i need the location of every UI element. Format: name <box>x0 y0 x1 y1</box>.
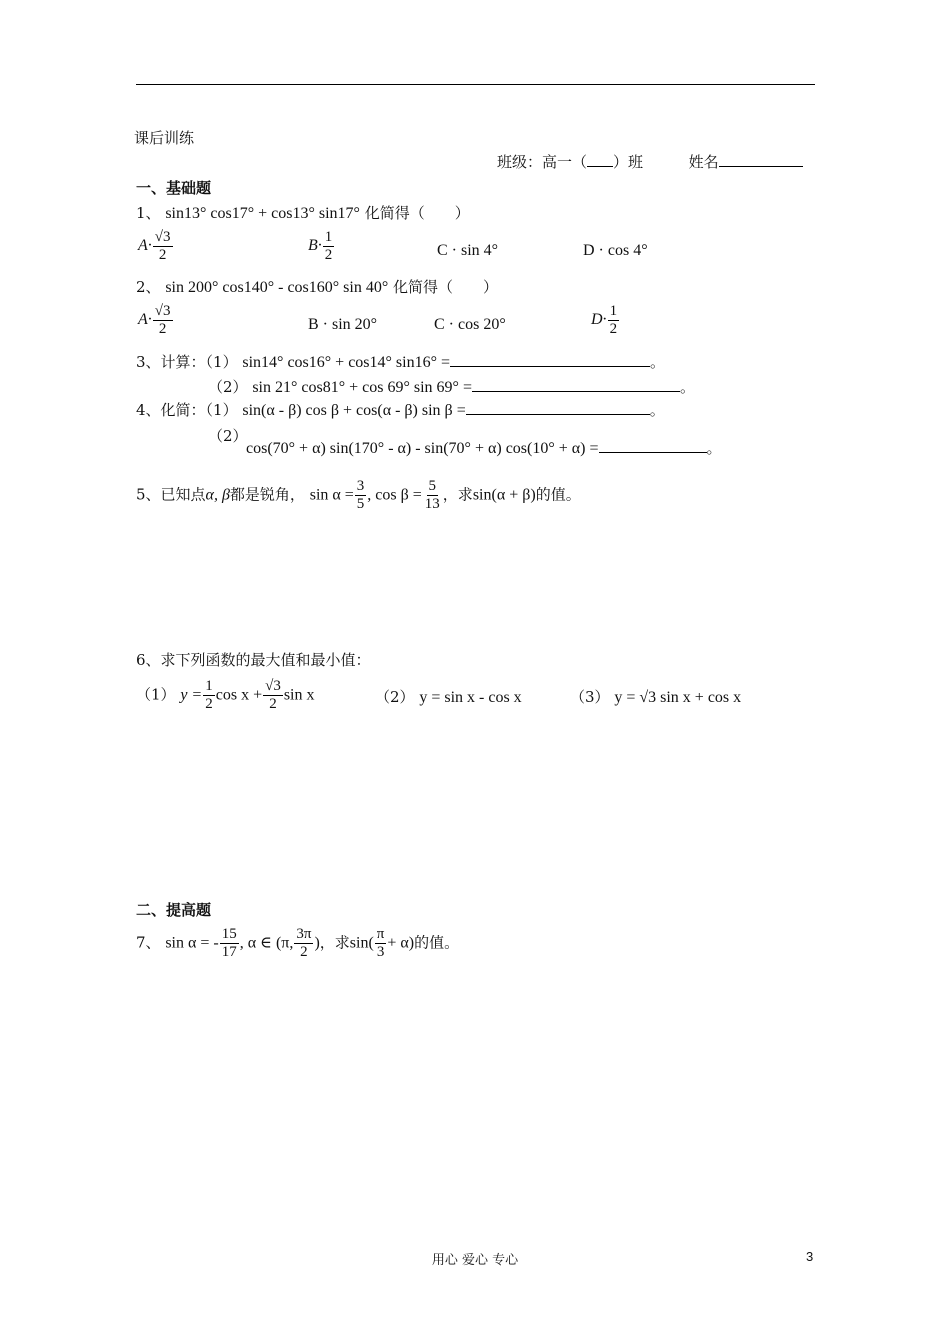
class-blank[interactable] <box>587 152 613 167</box>
question-4-part-2-label: （2） <box>208 427 248 445</box>
name-label: 姓名 <box>688 153 719 171</box>
question-6-part-3: （3） y = √3 sin x + cos x <box>570 688 742 706</box>
question-7: 7、 sin α = - $\frac{15}{17}$ , α ∈ (π, $\frac{3\pi}{2}$ )，求sin( $\frac{\pi}{3}$ + α)的值。 <box>136 926 460 960</box>
q2-option-a[interactable]: A· $\frac{√3}{2}$ <box>138 303 171 337</box>
class-name-line <box>497 152 803 172</box>
q1-option-d[interactable]: D · cos 4° <box>583 242 648 259</box>
q1-option-c[interactable]: C · sin 4° <box>437 242 499 259</box>
q2-suffix: 化简得（ ） <box>393 278 499 296</box>
q2-expression: sin 200° cos140° - cos160° sin 40° <box>165 279 389 296</box>
question-1: 1、 sin13° cos17° + cos13° sin17° 化简得（ ） <box>136 204 470 222</box>
question-4-part-2: cos(70° + α) sin(170° - α) - sin(70° + α) cos(10° + α) = 。 <box>246 439 722 457</box>
page-footer: 用心 爱心 专心 <box>431 1253 519 1268</box>
question-6-part-1: （1） y = $\frac{1}{2}$ cos x + $\frac{√3}{2}$ sin x <box>136 678 315 712</box>
class-label: 班级：高一（ <box>497 153 588 171</box>
section-basic: 一、基础题 <box>136 179 212 197</box>
q2-option-c[interactable]: C · cos 20° <box>434 316 506 333</box>
question-4-part-1: 4、化简：（1） sin(α - β) cos β + cos(α - β) sin β = 。 <box>136 401 665 419</box>
name-blank[interactable] <box>719 152 803 167</box>
page-number: 3 <box>806 1249 814 1264</box>
question-3-part-1: 3、计算：（1） sin14° cos16° + cos14° sin16° = 。 <box>136 353 666 371</box>
q1-suffix: 化简得（ ） <box>364 204 470 222</box>
q1-option-a[interactable]: A· $\frac{√3}{2}$ <box>138 229 171 263</box>
q1-expression: sin13° cos17° + cos13° sin17° <box>165 205 360 222</box>
class-end: ）班 <box>613 153 644 171</box>
q4-answer-1[interactable] <box>466 400 650 415</box>
question-3-part-2: （2） sin 21° cos81° + cos 69° sin 69° = 。 <box>208 378 695 396</box>
q2-option-b[interactable]: B · sin 20° <box>308 316 378 333</box>
q1-option-b[interactable]: B· $\frac{1}{2}$ <box>308 229 333 263</box>
question-5: 5、已知点α, β都是锐角， sin α = $\frac{3}{5}$ , cos β = $\frac{5}{13}$ ，求sin(α + β)的值。 <box>136 478 581 512</box>
header-rule <box>136 84 815 85</box>
question-6-title: 6、求下列函数的最大值和最小值： <box>136 651 371 669</box>
q2-option-d[interactable]: D· $\frac{1}{2}$ <box>591 303 618 337</box>
section-advanced: 二、提高题 <box>136 901 212 919</box>
q3-answer-1[interactable] <box>450 352 650 367</box>
question-2: 2、 sin 200° cos140° - cos160° sin 40° 化简得（ ） <box>136 278 499 296</box>
q4-answer-2[interactable] <box>599 438 707 453</box>
q3-answer-2[interactable] <box>472 377 680 392</box>
page-title: 课后训练 <box>134 129 195 147</box>
question-6-part-2: （2） y = sin x - cos x <box>375 688 522 706</box>
